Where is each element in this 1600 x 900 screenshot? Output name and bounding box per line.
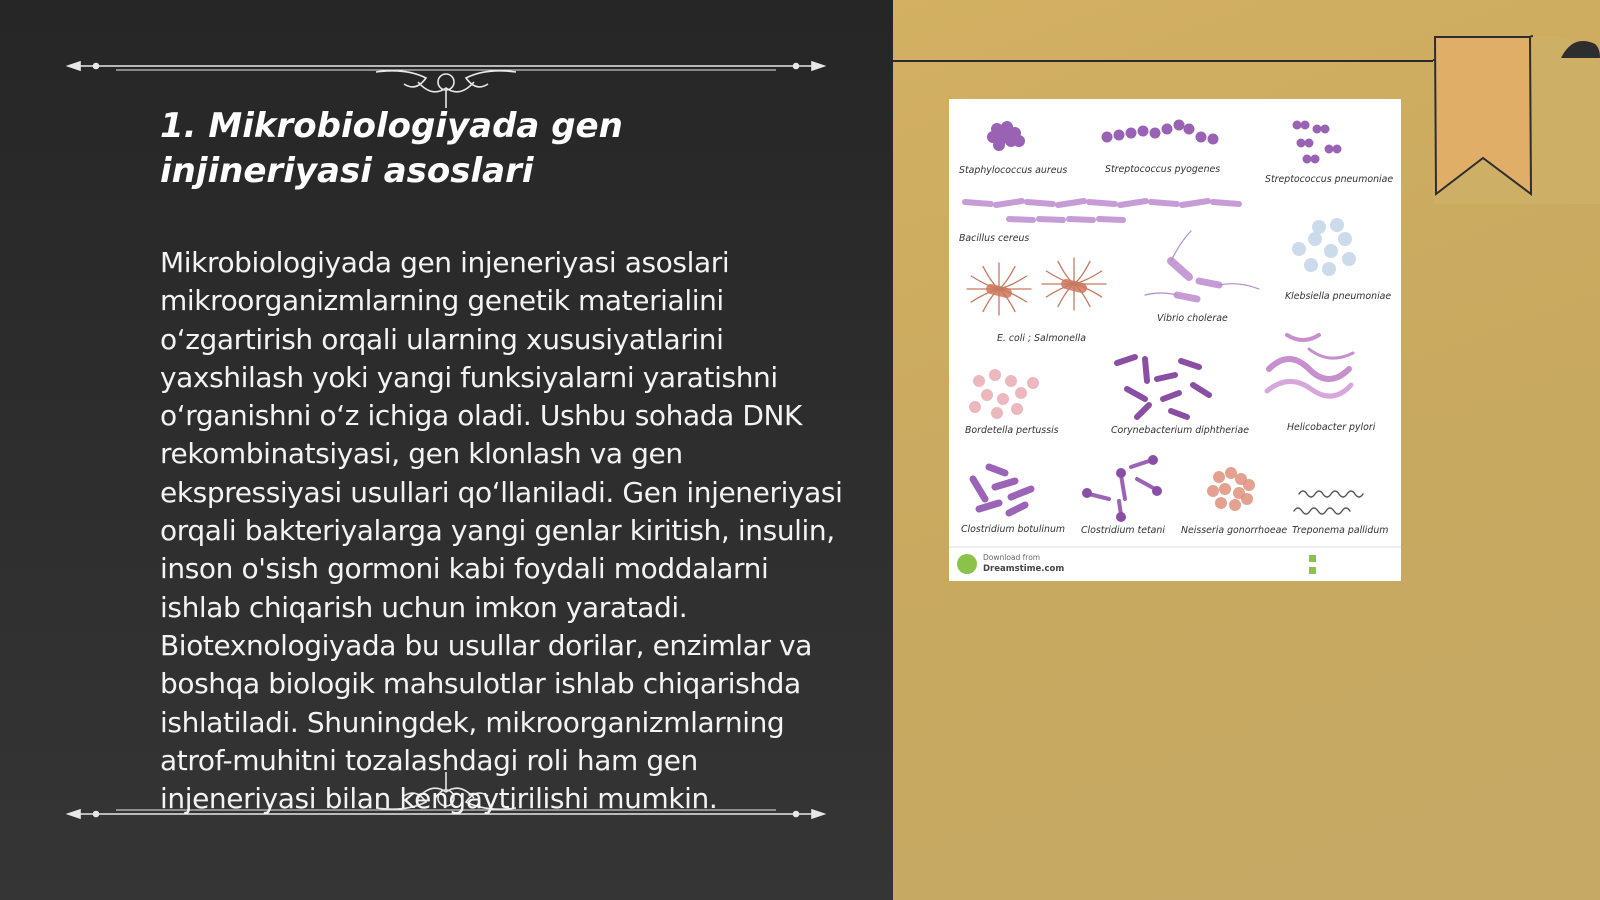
label-corynebacterium: Corynebacterium diphtheriae xyxy=(1111,425,1250,436)
label-staphylococcus: Staphylococcus aureus xyxy=(959,165,1068,176)
label-vibrio: Vibrio cholerae xyxy=(1157,313,1228,324)
label-klebsiella: Klebsiella pneumoniae xyxy=(1285,291,1392,302)
ornament-top-icon xyxy=(66,52,826,112)
label-helicobacter: Helicobacter pylori xyxy=(1287,422,1376,433)
footer-dreamstime: Dreamstime.com xyxy=(983,564,1065,574)
label-ecoli: E. coli ; Salmonella xyxy=(997,333,1086,344)
label-neisseria: Neisseria gonorrhoeae xyxy=(1181,525,1288,536)
label-bordetella: Bordetella pertussis xyxy=(965,425,1059,436)
dreamstime-logo-icon xyxy=(957,554,977,574)
label-streptococcus-pneumoniae: Streptococcus pneumoniae xyxy=(1265,174,1394,185)
bookmark-icon xyxy=(1433,34,1600,204)
slide-title: 1. Mikrobiologiyada gen injineriyasi asoslari xyxy=(160,106,623,191)
label-bacillus: Bacillus cereus xyxy=(959,233,1030,244)
footer-download-from: Download from xyxy=(983,553,1041,562)
label-clostridium-tetani: Clostridium tetani xyxy=(1081,525,1165,536)
label-streptococcus-pyogenes: Streptococcus pyogenes xyxy=(1105,164,1221,175)
label-clostridium-botulinum: Clostridium botulinum xyxy=(961,524,1066,535)
slide-body-text: Mikrobiologiyada gen injeneriyasi asoslari mikroorganizmlarning genetik materialini o‘zgartirish orqali ularning xususiyatlarini yaxshilash yoki yangi funksiyalarni yaratishni o‘rganishni o‘z ichiga oladi. Ushbu sohada DNK rekombinatsiyasi, gen klonlash va gen ekspressiyasi usullari qo‘llaniladi. Gen injeneriyasi orqali bakteriyalarga yangi genlar kiritish, insulin, inson o'sish gormoni kabi foydali moddalarni ishlab chiqarish uchun imkon yaratadi. Biotexnologiyada bu usullar dorilar, enzimlar va boshqa biologik mahsulotlar ishlab chiqarishda ishlatiladi. Shuningdek, mikroorganizmlarning atrof-muhitni tozalashdagi roli ham gen injeneriyasi bilan kengaytirilishi mumkin. xyxy=(160,246,843,816)
label-treponema: Treponema pallidum xyxy=(1292,525,1389,536)
bacteria-illustration xyxy=(949,99,1401,581)
